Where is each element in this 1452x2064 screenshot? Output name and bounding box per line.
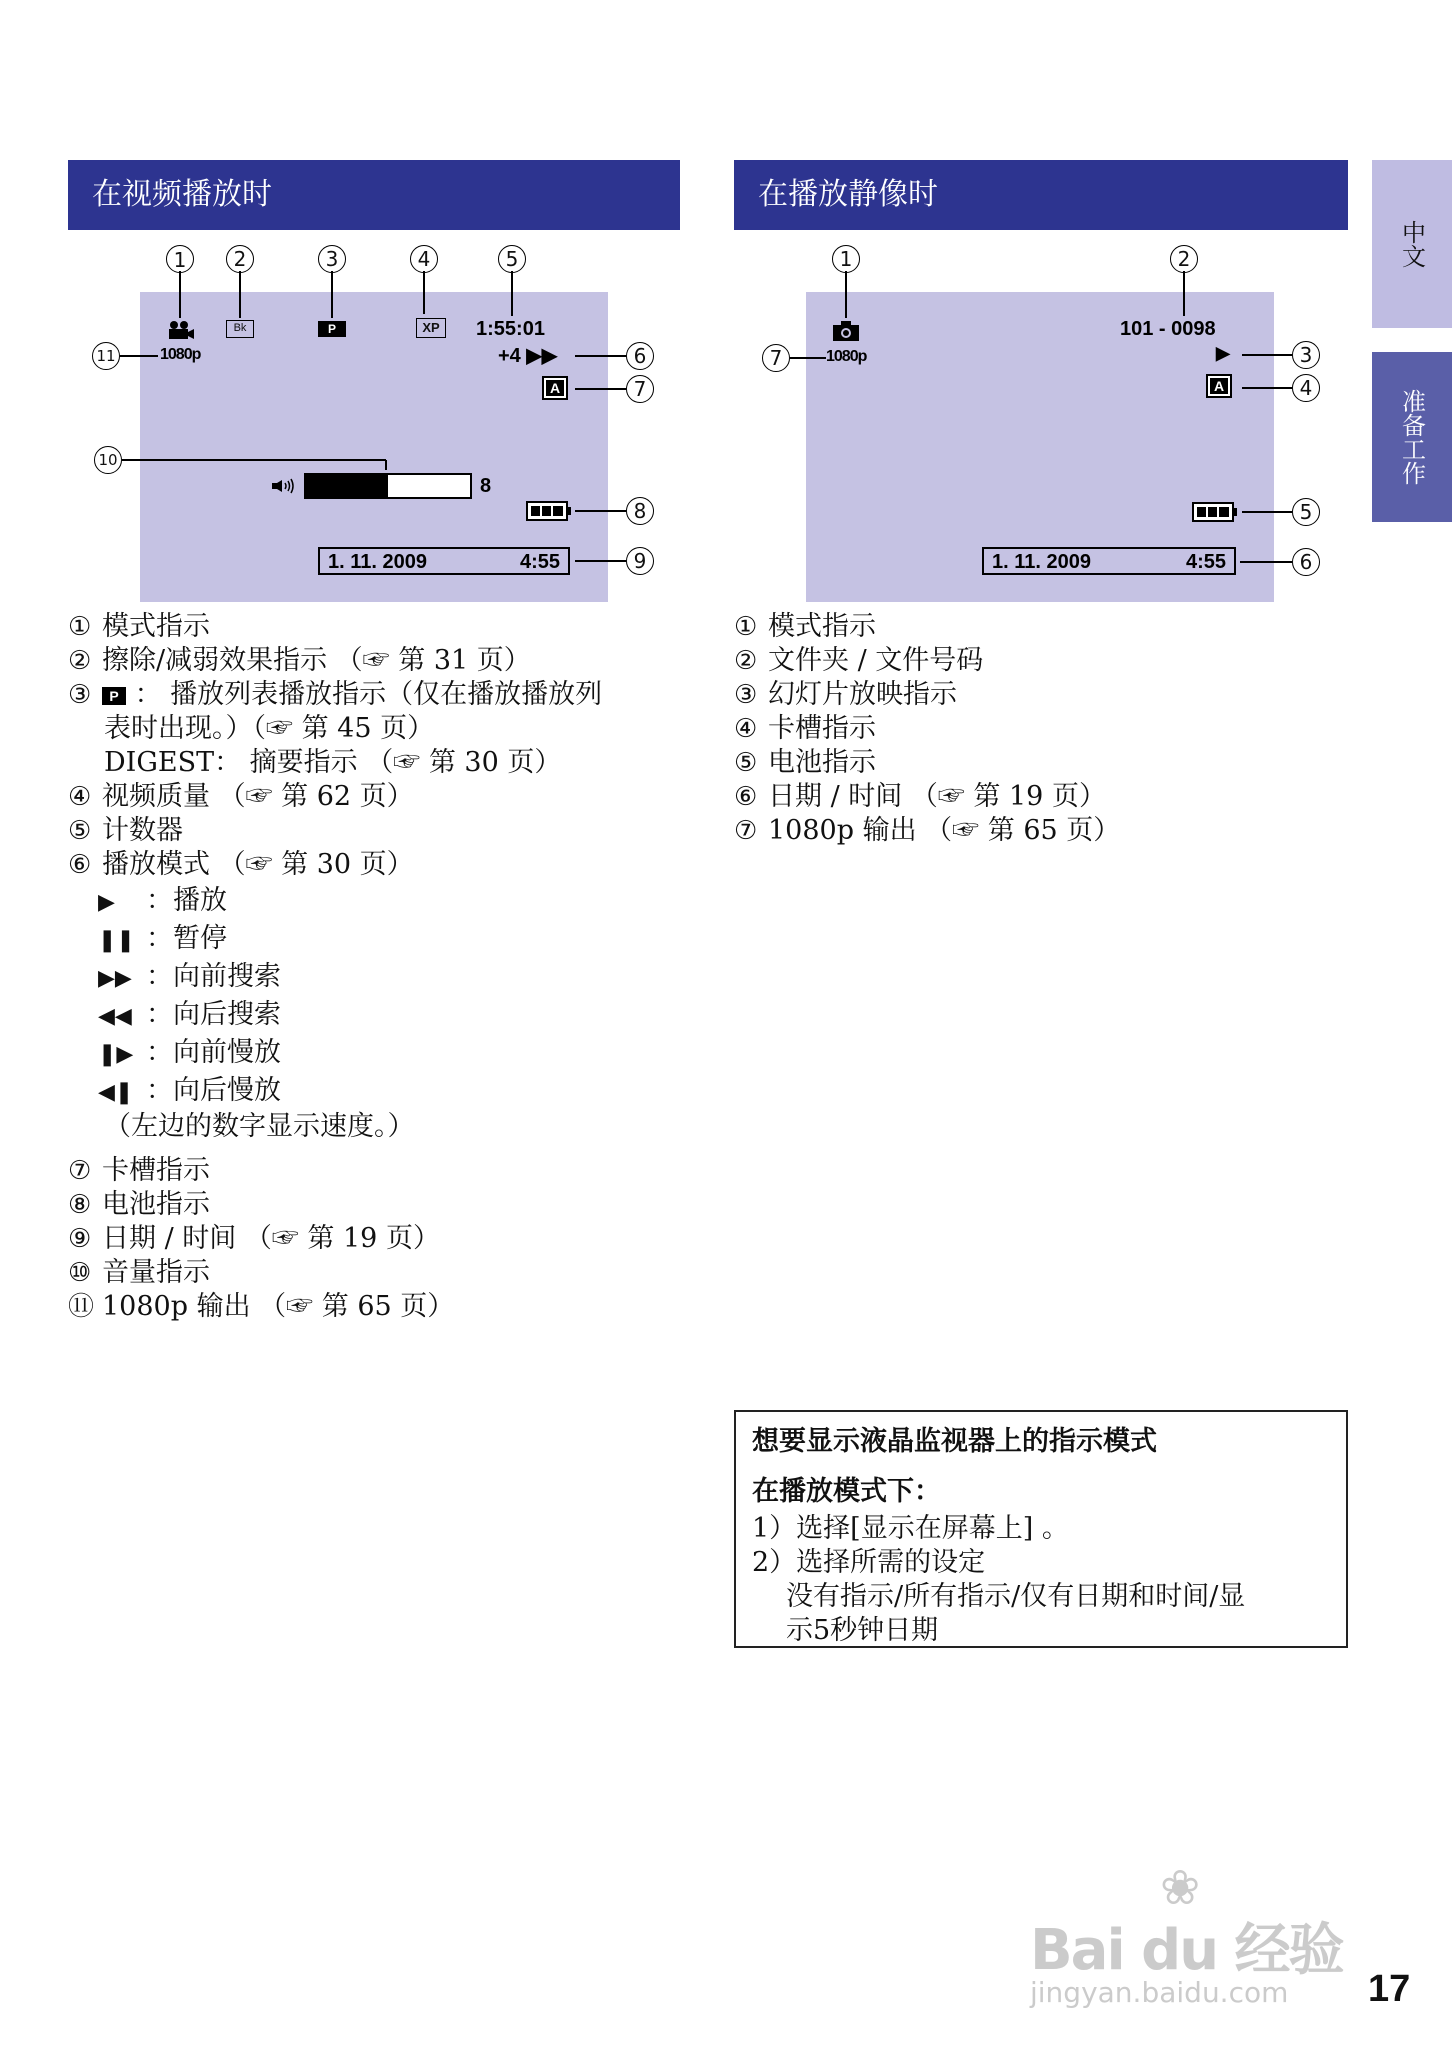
info-box-step2-detail-2: 示5秒钟日期 [786, 1615, 939, 1646]
page-number: 17 [1368, 1968, 1411, 2010]
callout-1: 1 [166, 245, 194, 273]
playback-mode-row: ❚▶ ：向前慢放 [98, 1037, 281, 1068]
callout-9: 9 [626, 547, 654, 575]
still-playback-title: 在播放静像时 [758, 177, 938, 212]
video-playback-title: 在视频播放时 [92, 177, 272, 212]
side-tab-preparation[interactable] [1372, 352, 1452, 522]
baidu-watermark [1030, 1860, 1360, 2010]
callout-3: 3 [318, 245, 346, 273]
playback-speed: +4 ▶▶ [498, 345, 558, 367]
video-legend [68, 610, 688, 1324]
legend-item: ⑥ 播放模式 （☞ 第 30 页） [68, 849, 414, 880]
watermark-url: jingyan.baidu.com [1030, 1976, 1289, 2009]
legend-item: ④ 卡槽指示 [734, 713, 876, 744]
legend-item: ① 模式指示 [734, 611, 876, 642]
still-callout-7: 7 [762, 344, 790, 372]
callout-4: 4 [410, 245, 438, 273]
date-display: 1. 11. 2009 [328, 551, 427, 573]
display-mode-info-box [734, 1410, 1348, 1648]
playlist-inline-icon: P [102, 687, 126, 705]
legend-item: ① 模式指示 [68, 611, 210, 642]
playback-mode-row: ◀❚ ：向后慢放 [98, 1075, 281, 1106]
playback-mode-row: ❚❚ ：暂停 [98, 923, 227, 954]
volume-value: 8 [480, 475, 492, 497]
baidu-paw-icon: ❀ [1160, 1860, 1201, 1916]
legend-item: ③ 幻灯片放映指示 [734, 679, 957, 710]
still-callout-1: 1 [832, 245, 860, 273]
legend-item: ③ P ： 播放列表播放指示（仅在播放播放列 [68, 679, 603, 710]
legend-item: ④ 视频质量 （☞ 第 62 页） [68, 781, 414, 812]
info-box-step1: 1）选择[显示在屏幕上] 。 [752, 1513, 1069, 1544]
callout-7: 7 [626, 375, 654, 403]
file-number-display: 101 - 0098 [1120, 318, 1216, 340]
still-date-display: 1. 11. 2009 [992, 551, 1091, 573]
callout-2: 2 [226, 245, 254, 273]
legend-item: ⑤ 电池指示 [734, 747, 876, 778]
legend-item: ② 文件夹 / 文件号码 [734, 645, 984, 676]
still-callout-5: 5 [1292, 498, 1320, 526]
legend-item: ⑩ 音量指示 [68, 1257, 210, 1288]
legend-item: ⑦ 1080p 输出 （☞ 第 65 页） [734, 815, 1121, 846]
still-battery-icon [1192, 502, 1238, 522]
video-resolution-label: 1080p [160, 346, 201, 363]
counter-display: 1:55:01 [476, 318, 545, 340]
still-callout-3: 3 [1292, 341, 1320, 369]
legend-item: ⑪ 1080p 输出 （☞ 第 65 页） [68, 1291, 455, 1322]
slideshow-play-icon: ▶ [1216, 343, 1230, 363]
still-card-slot-letter: A [1213, 378, 1225, 394]
side-tab-preparation-label: 准备工作 [1397, 389, 1426, 485]
still-time-display: 4:55 [1185, 551, 1226, 573]
still-callout-6: 6 [1292, 548, 1320, 576]
playlist-icon-label: P [327, 322, 336, 336]
callout-11: 11 [92, 342, 120, 370]
callout-10: 10 [94, 446, 122, 474]
quality-icon-label: XP [422, 320, 440, 335]
time-display: 4:55 [519, 551, 560, 573]
still-camera-icon [832, 320, 860, 342]
still-card-slot-icon [1206, 374, 1232, 398]
still-legend [734, 610, 1354, 848]
legend-item: ② 擦除/减弱效果指示 （☞ 第 31 页） [68, 645, 531, 676]
side-tab-chinese-label: 中文 [1397, 220, 1426, 268]
playback-mode-row: ▶▶ ：向前搜索 [98, 961, 281, 992]
info-box-step2: 2）选择所需的设定 [752, 1547, 986, 1578]
watermark-text: Bai du 经验 [1030, 1918, 1343, 1983]
info-box-subtitle: 在播放模式下： [752, 1476, 941, 1507]
side-tab-chinese[interactable] [1372, 160, 1452, 328]
legend-item: ⑤ 计数器 [68, 815, 183, 846]
legend-item: ⑨ 日期 / 时间 （☞ 第 19 页） [68, 1223, 440, 1254]
info-box-step2-detail-1: 没有指示/所有指示/仅有日期和时间/显 [786, 1581, 1246, 1612]
still-callout-2: 2 [1170, 245, 1198, 273]
bk-icon-label: Bk [233, 322, 247, 334]
callout-6: 6 [626, 342, 654, 370]
legend-item: 表时出现。）（☞ 第 45 页） [104, 713, 435, 744]
legend-item: DIGEST： 摘要指示 （☞ 第 30 页） [104, 747, 562, 778]
callout-8: 8 [626, 497, 654, 525]
legend-item: ⑥ 日期 / 时间 （☞ 第 19 页） [734, 781, 1106, 812]
still-callout-4: 4 [1292, 374, 1320, 402]
info-box-title: 想要显示液晶监视器上的指示模式 [752, 1426, 1157, 1457]
playback-mode-row: ◀◀ ：向后搜索 [98, 999, 281, 1030]
callout-5: 5 [498, 245, 526, 273]
still-resolution-label: 1080p [826, 348, 867, 365]
still-date-time-box [982, 547, 1236, 575]
still-callout-lines [0, 0, 1372, 620]
playback-mode-row: ▶ ：播放 [98, 885, 227, 916]
legend-item: ⑦ 卡槽指示 [68, 1155, 210, 1186]
speed-note: （左边的数字显示速度。） [104, 1111, 415, 1142]
legend-item: ⑧ 电池指示 [68, 1189, 210, 1220]
card-slot-letter: A [549, 380, 561, 396]
